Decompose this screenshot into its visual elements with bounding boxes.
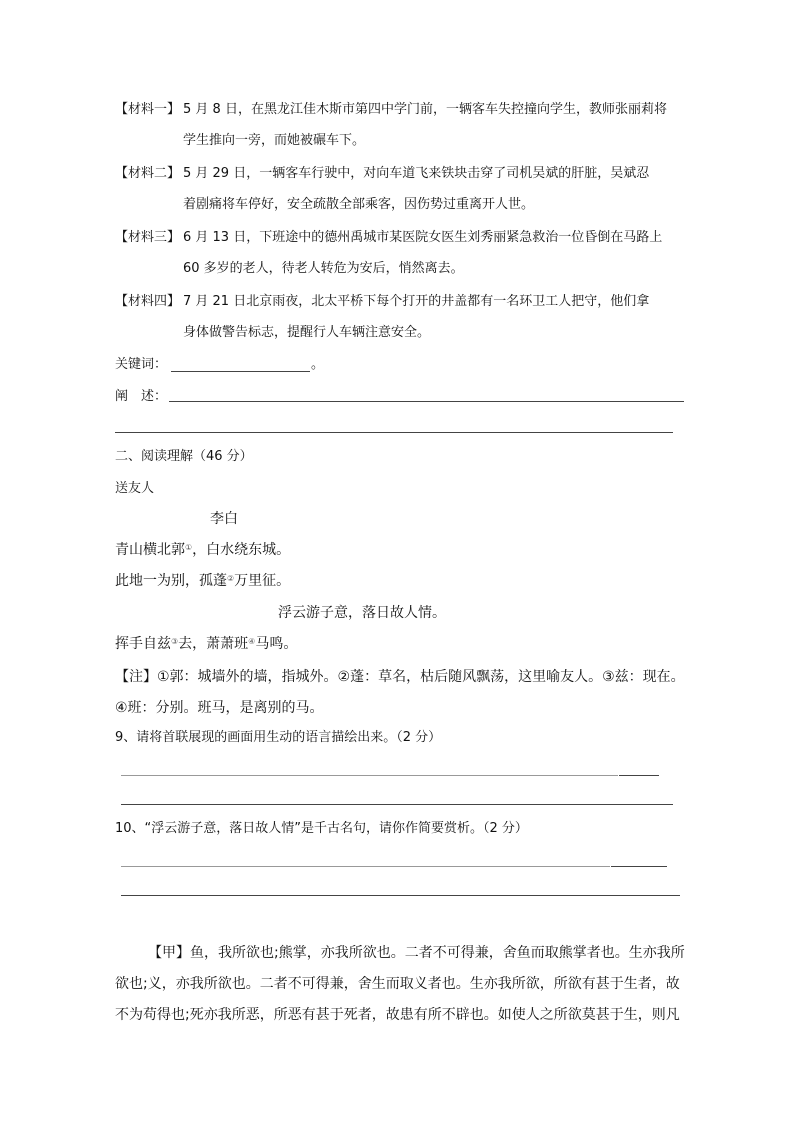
material-4-line2: 身体做警告标志，提醒行人车辆注意安全。 xyxy=(183,325,431,340)
material-3-line2: 60 多岁的老人，待老人转危为安后，悄然离去。 xyxy=(183,261,464,276)
note-line-2: ④班：分别。班马，是离别的马。 xyxy=(115,700,324,716)
q10-blank-1b[interactable] xyxy=(611,866,667,867)
explain-label: 阐 述： xyxy=(115,389,168,404)
poem-title: 送友人 xyxy=(115,481,155,496)
keyword-label: 关键词： xyxy=(115,357,168,372)
explain-blank-1[interactable] xyxy=(169,401,684,402)
question-9: 9、请将首联展现的画面用生动的语言描绘出来。（2 分） xyxy=(115,730,442,745)
material-2-line2: 着剧痛将车停好，安全疏散全部乘客，因伤势过重离开人世。 xyxy=(183,197,535,212)
keyword-blank[interactable] xyxy=(171,371,310,372)
q9-blank-1b[interactable] xyxy=(619,775,659,776)
material-2-line1: 5 月 29 日，一辆客车行驶中，对向车道飞来铁块击穿了司机吴斌的肝脏，吴斌忍 xyxy=(183,166,650,181)
q10-blank-1a[interactable] xyxy=(121,866,610,867)
footnote-marker-1: ① xyxy=(185,543,193,552)
material-1-tag: 【材料一】 xyxy=(115,102,181,117)
footnote-marker-4: ④ xyxy=(248,637,256,646)
poem-line-3: 浮云游子意，落日故人情。 xyxy=(278,605,446,621)
material-2-tag: 【材料二】 xyxy=(115,166,181,181)
material-1-line2: 学生推向一旁，而她被碾车下。 xyxy=(183,133,366,148)
passage-line-1: 【甲】鱼，我所欲也;熊掌，亦我所欲也。二者不可得兼，舍鱼而取熊掌者也。生亦我所 xyxy=(148,945,685,961)
note-line-1: 【注】①郭：城墙外的墙，指城外。②蓬：草名，枯后随风飘荡，这里喻友人。③兹：现在。 xyxy=(115,669,685,685)
keyword-end: 。 xyxy=(311,357,325,372)
q9-blank-2[interactable] xyxy=(121,804,673,805)
material-3-line1: 6 月 13 日，下班途中的德州禹城市某医院女医生刘秀丽紧急救治一位昏倒在马路上 xyxy=(183,230,663,245)
footnote-marker-2: ② xyxy=(227,574,235,583)
poem-author: 李白 xyxy=(210,511,238,527)
section-2-title: 二、阅读理解（46 分） xyxy=(115,449,253,464)
question-10: 10、“浮云游子意，落日故人情”是千古名句，请你作简要赏析。（2 分） xyxy=(115,821,528,836)
q10-blank-2[interactable] xyxy=(121,895,680,896)
poem-line-2: 此地一为别，孤蓬②万里征。 xyxy=(115,573,291,589)
explain-blank-2[interactable] xyxy=(115,432,673,433)
footnote-marker-3: ③ xyxy=(171,637,179,646)
material-4-tag: 【材料四】 xyxy=(115,294,181,309)
passage-line-2: 欲也;义，亦我所欲也。二者不可得兼，舍生而取义者也。生亦我所欲，所欲有甚于生者，故 xyxy=(115,976,680,992)
q9-blank-1a[interactable] xyxy=(121,775,618,776)
poem-line-1: 青山横北郭①，白水绕东城。 xyxy=(115,542,291,558)
material-4-line1: 7 月 21 日北京雨夜，北太平桥下每个打开的井盖都有一名环卫工人把守，他们拿 xyxy=(183,294,650,309)
passage-line-3: 不为苟得也;死亦我所恶，所恶有甚于死者，故患有所不辟也。如使人之所欲莫甚于生，则凡 xyxy=(115,1007,680,1023)
material-3-tag: 【材料三】 xyxy=(115,230,181,245)
material-1-line1: 5 月 8 日，在黑龙江佳木斯市第四中学门前，一辆客车失控撞向学生，教师张丽莉将 xyxy=(183,102,667,117)
poem-line-4: 挥手自兹③去，萧萧班④马鸣。 xyxy=(115,636,298,652)
